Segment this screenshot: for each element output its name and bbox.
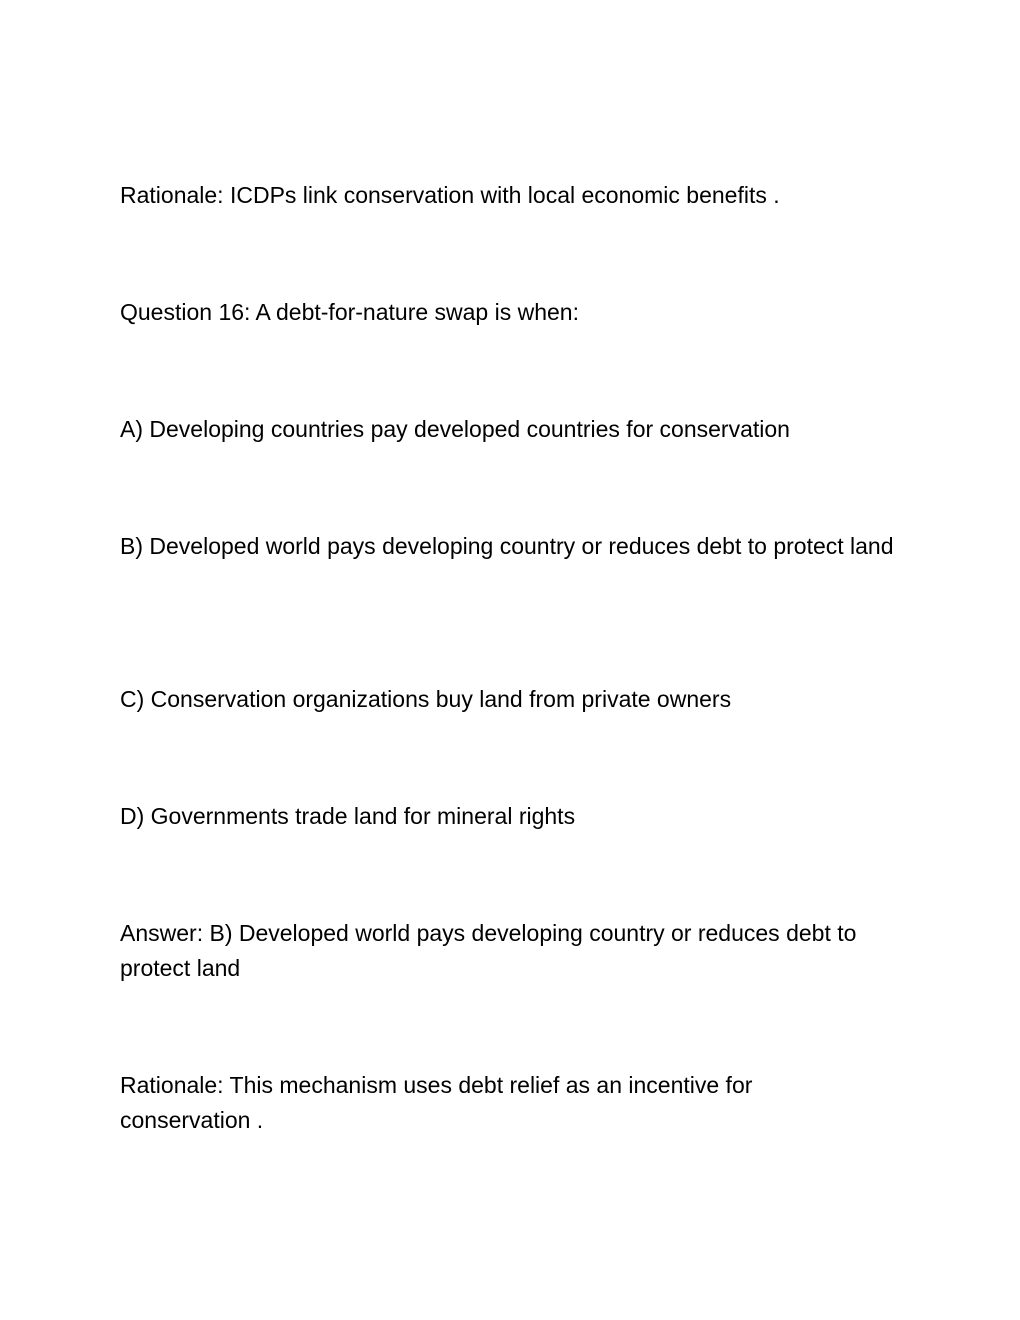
question-text: Question 16: A debt-for-nature swap is when: [120, 299, 579, 325]
option-b-text: B) Developed world pays developing country or reduces debt to protect land [120, 533, 894, 559]
previous-rationale-text: Rationale: ICDPs link conservation with local economic benefits . [120, 182, 780, 208]
rationale-text: Rationale: This mechanism uses debt relief as an incentive for conservation . [120, 1072, 753, 1133]
option-d-text: D) Governments trade land for mineral rights [120, 803, 576, 829]
option-c-text: C) Conservation organizations buy land from private owners [120, 686, 732, 712]
answer-text: Answer: B) Developed world pays developing country or reduces debt to protect land [120, 920, 857, 981]
option-a-text: A) Developing countries pay developed countries for conservation [120, 416, 790, 442]
